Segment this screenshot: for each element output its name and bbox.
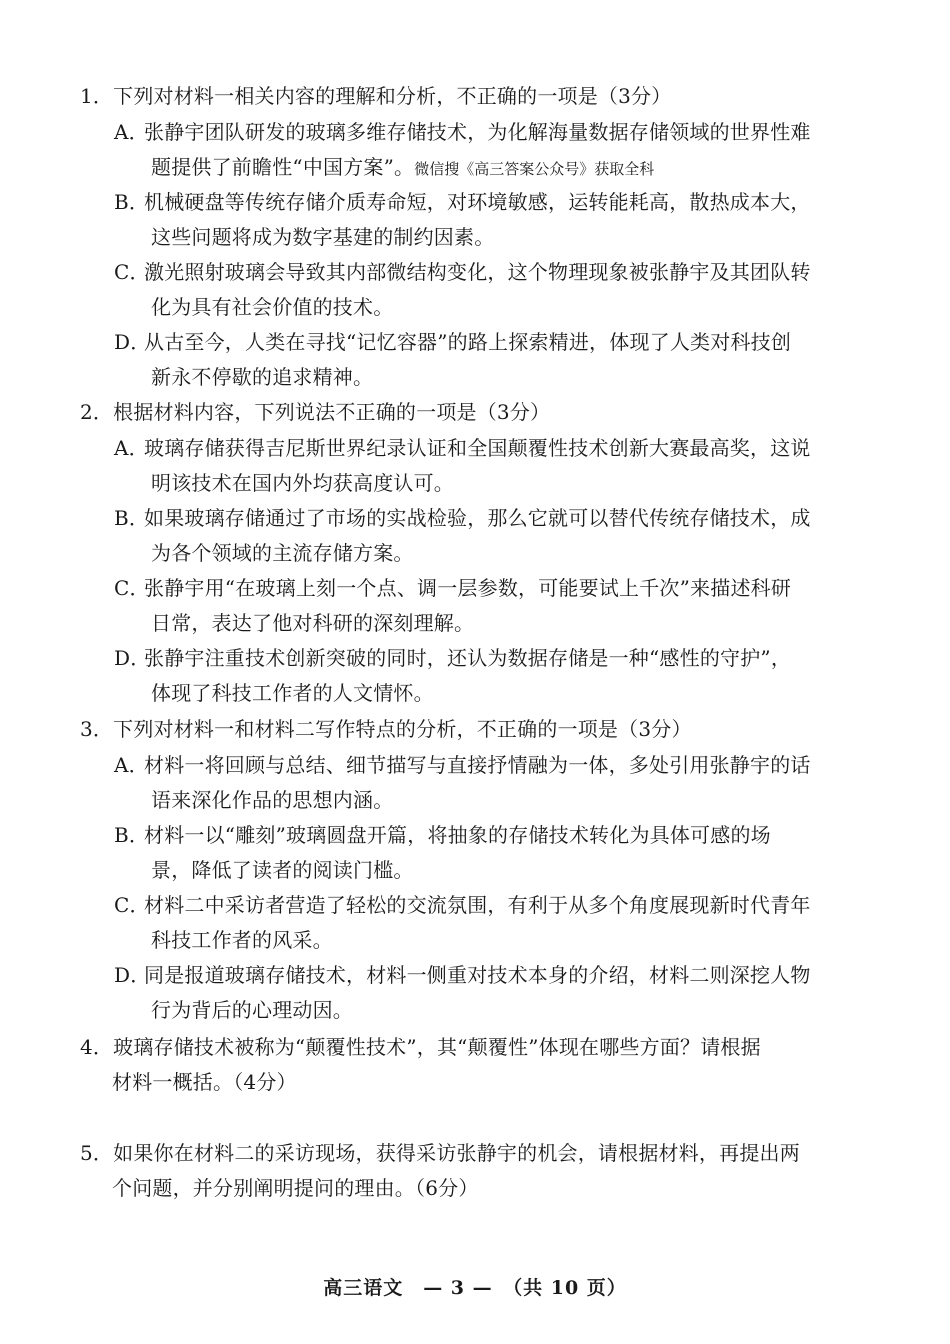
q1-option-a-line1: A．张静宇团队研发的玻璃多维存储技术，为化解海量数据存储领域的世界性难 <box>114 120 811 144</box>
q3-option-a-line1: A．材料一将回顾与总结、细节描写与直接抒情融为一体，多处引用张静宇的话 <box>114 753 811 777</box>
q2-option-d-line1: D．张静宇注重技术创新突破的同时，还认为数据存储是一种“感性的守护”， <box>114 646 792 670</box>
q1-option-b-line1: B．机械硬盘等传统存储介质寿命短，对环境敏感，运转能耗高，散热成本大， <box>114 190 811 214</box>
q3-option-d-line2: 行为背后的心理动因。 <box>151 998 353 1022</box>
question-2-stem: 2．根据材料内容，下列说法不正确的一项是（3分） <box>80 400 551 424</box>
q2-option-d-line2: 体现了科技工作者的人文情怀。 <box>151 681 434 705</box>
page-footer: 高三语文 — 3 — （共 10 页） <box>323 1277 627 1299</box>
q2-option-c-line2: 日常，表达了他对科研的深刻理解。 <box>151 611 475 635</box>
question-5-stem-line1: 5．如果你在材料二的采访现场，获得采访张静宇的机会，请根据材料，再提出两 <box>80 1141 800 1165</box>
q3-option-c-line1: C．材料二中采访者营造了轻松的交流氛围，有利于从多个角度展现新时代青年 <box>114 893 811 917</box>
q1-option-b-line2: 这些问题将成为数字基建的制约因素。 <box>151 225 495 249</box>
q2-option-a-line2: 明该技术在国内外均获高度认可。 <box>151 471 454 495</box>
q3-option-d-line1: D．同是报道玻璃存储技术，材料一侧重对技术本身的介绍，材料二则深挖人物 <box>114 963 811 987</box>
question-4-stem-line2: 材料一概括。（4分） <box>112 1070 297 1094</box>
q1-option-d-line1: D．从古至今，人类在寻找“记忆容器”的路上探索精进，体现了人类对科技创 <box>114 330 792 354</box>
q3-option-a-line2: 语来深化作品的思想内涵。 <box>151 788 394 812</box>
q2-option-c-line1: C．张静宇用“在玻璃上刻一个点、调一层参数，可能要试上千次”来描述科研 <box>114 576 792 600</box>
watermark-text: 微信搜《高三答案公众号》获取全科 <box>414 160 655 178</box>
q3-option-b-line2: 景，降低了读者的阅读门槛。 <box>151 858 414 882</box>
q1-option-a-line2: 题提供了前瞻性“中国方案”。微信搜《高三答案公众号》获取全科 <box>151 155 655 179</box>
q3-option-c-line2: 科技工作者的风采。 <box>151 928 333 952</box>
question-5-stem-line2: 个问题，并分别阐明提问的理由。（6分） <box>112 1176 479 1200</box>
q2-option-a-line1: A．玻璃存储获得吉尼斯世界纪录认证和全国颠覆性技术创新大赛最高奖，这说 <box>114 436 811 460</box>
q2-option-b-line1: B．如果玻璃存储通过了市场的实战检验，那么它就可以替代传统存储技术，成 <box>114 506 811 530</box>
q1-option-c-line1: C．激光照射玻璃会导致其内部微结构变化，这个物理现象被张静宇及其团队转 <box>114 260 811 284</box>
q2-option-b-line2: 为各个领域的主流存储方案。 <box>151 541 414 565</box>
q1-option-d-line2: 新永不停歇的追求精神。 <box>151 365 374 389</box>
q3-option-b-line1: B．材料一以“雕刻”玻璃圆盘开篇，将抽象的存储技术转化为具体可感的场 <box>114 823 771 847</box>
question-4-stem-line1: 4．玻璃存储技术被称为“颠覆性技术”，其“颠覆性”体现在哪些方面？请根据 <box>80 1035 761 1059</box>
question-1-stem: 1．下列对材料一相关内容的理解和分析，不正确的一项是（3分） <box>80 84 672 108</box>
question-3-stem: 3．下列对材料一和材料二写作特点的分析，不正确的一项是（3分） <box>80 717 692 741</box>
q1-option-c-line2: 化为具有社会价值的技术。 <box>151 295 394 319</box>
